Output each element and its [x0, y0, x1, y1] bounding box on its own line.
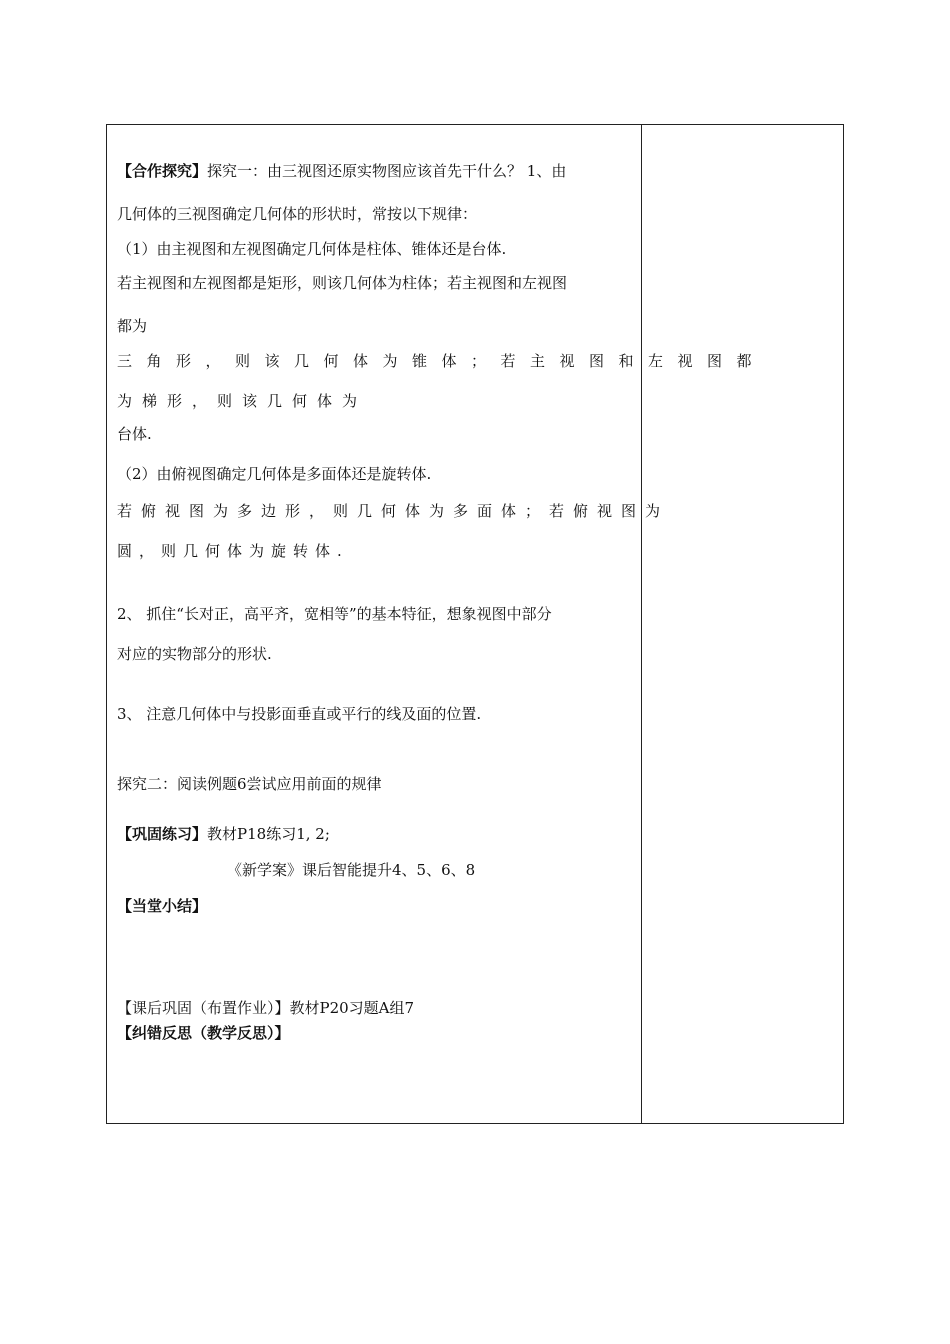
point-2-line-1: 2、 抓住“长对正，高平齐，宽相等”的基本特征，想象视图中部分 [117, 605, 552, 623]
section-heading-consolidation-practice: 【巩固练习】 [117, 825, 208, 843]
consolidation-practice-line [117, 824, 330, 844]
section-heading-cooperative-inquiry: 【合作探究】 [117, 162, 208, 180]
main-content-cell [107, 125, 767, 1123]
section-heading-class-summary: 【当堂小结】 [117, 897, 208, 915]
lesson-table [106, 124, 844, 1124]
cooperative-inquiry-line [117, 161, 566, 181]
consolidation-practice-text: 教材P18练习1, 2; [207, 825, 330, 843]
rule-1-detail-line-4: 为梯形，则该几何体为 [117, 392, 368, 410]
rule-1-detail-line-1: 若主视图和左视图都是矩形，则该几何体为柱体；若主视图和左视图 [117, 274, 568, 292]
point-2-line-2: 对应的实物部分的形状. [117, 645, 272, 663]
point-3-line: 3、 注意几何体中与投影面垂直或平行的线及面的位置. [117, 705, 482, 723]
rule-1-detail-line-2: 都为 [117, 317, 148, 335]
rule-intro-line: 几何体的三视图确定几何体的形状时，常按以下规律： [117, 205, 478, 223]
rule-2-detail-line-1: 若俯视图为多边形，则几何体为多面体；若俯视图为 [117, 502, 670, 520]
notes-cell [642, 125, 843, 1123]
inquiry-one-text: 探究一：由三视图还原实物图应该首先干什么？ 1、由 [207, 162, 567, 180]
rule-1-detail-line-3: 三角形，则该几何体为锥体；若主视图和左视图都 [117, 352, 767, 370]
rule-2-line: （2）由俯视图确定几何体是多面体还是旋转体. [117, 465, 432, 483]
section-heading-reflection: 【纠错反思（教学反思）】 [117, 1024, 290, 1042]
inquiry-two-line: 探究二：阅读例题6尝试应用前面的规律 [117, 775, 382, 793]
rule-2-detail-line-2: 圆，则几何体为旋转体. [117, 542, 349, 560]
homework-line: 【课后巩固（布置作业）】教材P20习题A组7 [117, 999, 415, 1017]
rule-1-detail-line-5: 台体. [117, 425, 152, 443]
rule-1-line: （1）由主视图和左视图确定几何体是柱体、锥体还是台体. [117, 240, 507, 258]
new-study-plan-line: 《新学案》课后智能提升4、5、6、8 [227, 861, 476, 879]
